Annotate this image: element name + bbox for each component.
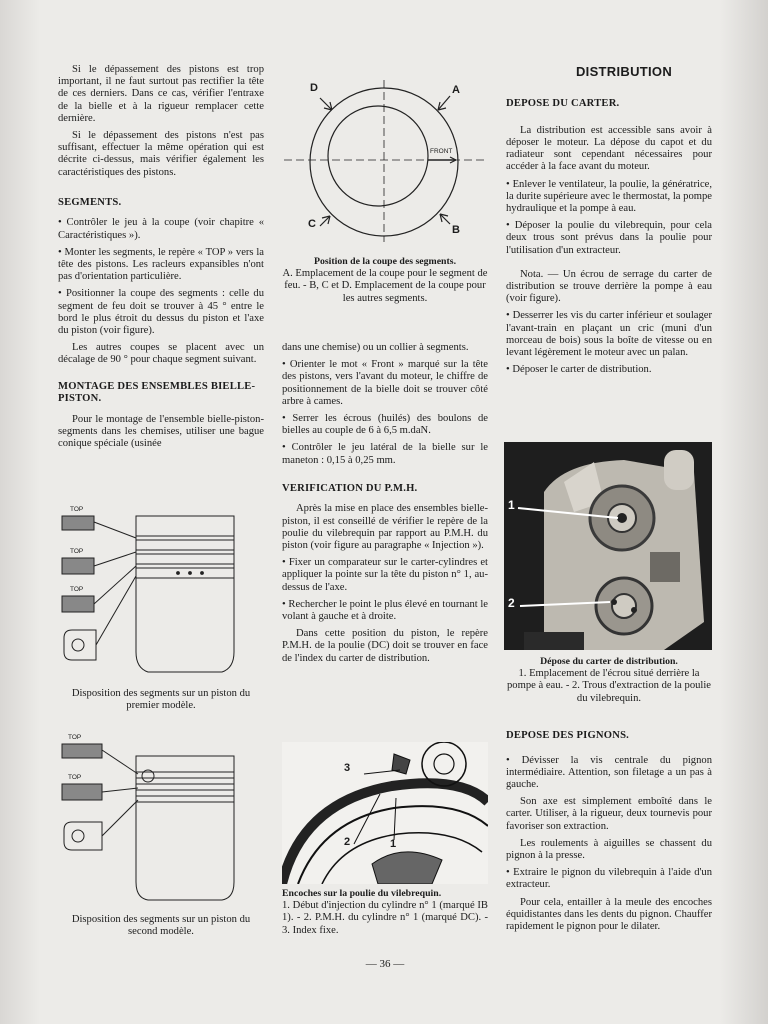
bullet-item: • Positionner la coupe des segments : celle du segment de feu doit se trouver à 45 ° entre le bord le plus étroit du dessus du piston et l'axe du piston (voir figure).	[58, 288, 264, 336]
bullet-item: • Serrer les écrous (huilés) des boulons de bielles au couple de 6 à 6,5 m.daN.	[282, 413, 488, 437]
paragraph: Pour cela, entailler à la meule des encoches équidistantes dans les dents du pignon. Chauffer rapidement le pignon pour le dilater.	[506, 896, 712, 932]
figure-pulley-notches	[282, 742, 488, 884]
chapter-title: DISTRIBUTION	[575, 64, 673, 79]
bullet-item: • Enlever le ventilateur, la poulie, la génératrice, la durite supérieure avec le thermostat, la pompe hydraulique et la pompe à eau.	[506, 178, 712, 214]
photo-timing-case	[504, 442, 712, 650]
number-1: 1	[390, 838, 397, 850]
paragraph: Si le dépassement des pistons n'est pas suffisant, effectuer la même opération qui est décrite ci-dessus, mais vérifier également les caractéristiques des pistons.	[58, 130, 264, 178]
caption-text: A. Emplacement de la coupe pour le segment de feu. - B, C et D. Emplacement de la coupe pour les autres segments.	[282, 268, 488, 304]
figure-piston-first-model	[56, 500, 268, 686]
page-number: — 36 —	[365, 958, 405, 970]
photo-number-2: 2	[508, 596, 515, 610]
section-heading-segments: SEGMENTS.	[58, 196, 122, 208]
section-heading-montage: MONTAGE DES ENSEMBLES BIELLE-PISTON.	[58, 380, 256, 405]
caption-text: 1. Début d'injection du cylindre n° 1 (marqué IB 1). - 2. P.M.H. du cylindre n° 1 (marqué DC). - 3. Index fixe.	[282, 900, 488, 936]
bullet-item: • Déposer la poulie du vilebrequin, pour cela deux trous sont prévus dans la poulie pour l'utilisation d'un extracteur.	[506, 220, 712, 256]
paragraph: dans une chemise) ou un collier à segments.	[282, 342, 469, 353]
paragraph: Pour le montage de l'ensemble bielle-piston-segments dans les chemises, utiliser une bague conique spéciale (usinée	[58, 413, 264, 449]
section-heading-depose-carter: DEPOSE DU CARTER.	[506, 98, 620, 110]
caption-title: Encoches sur la poulie du vilebrequin.	[282, 888, 442, 899]
photo-number-1: 1	[508, 498, 515, 512]
bullet-item: • Desserrer les vis du carter inférieur et soulager l'avant-train en plaçant un cric (muni d'un morceau de bois) sous la boîte de vitesse ou en levant légèrement le moteur avec un palan.	[506, 310, 712, 358]
caption-text: 1. Emplacement de l'écrou situé derrière la pompe à eau. - 2. Trous d'extraction de la poulie du vilebrequin.	[506, 668, 712, 704]
bullet-item: • Monter les segments, le repère « TOP » vers la tête des pistons. Les racleurs expansibles n'ont pas d'orientation particulière.	[58, 246, 264, 283]
caption-title: Position de la coupe des segments.	[313, 256, 457, 267]
paragraph: Son axe est simplement emboîté dans le carter. Utiliser, à la rigueur, deux tournevis pour favoriser son extraction.	[506, 796, 712, 832]
letter-c: C	[308, 218, 316, 230]
bullet-item: • Dévisser la vis centrale du pignon intermédiaire. Attention, son filetage a un pas à gauche.	[506, 754, 712, 790]
front-label: FRONT	[430, 148, 453, 155]
figure-caption-ring-gap	[282, 256, 488, 305]
number-3: 3	[344, 762, 351, 774]
bullet-item: • Contrôler le jeu à la coupe (voir chapitre « Caractéristiques »).	[58, 217, 264, 241]
bullet-item: • Contrôler le jeu latéral de la bielle sur le maneton : 0,15 à 0,25 mm.	[282, 442, 488, 466]
nota-paragraph: Nota. — Un écrou de serrage du carter de distribution se trouve derrière la pompe à eau (voir figure).	[506, 268, 712, 305]
photo-caption	[506, 656, 712, 705]
section-heading-depose-pignons: DEPOSE DES PIGNONS.	[506, 730, 630, 741]
pulley-diagram	[282, 742, 488, 884]
bullet-item: • Fixer un comparateur sur le carter-cylindres et appliquer la pointe sur la tête du piston n° 1, au-dessus de l'axe.	[282, 557, 488, 593]
letter-d: D	[310, 82, 318, 94]
figure-caption-second-model: Disposition des segments sur un piston du second modèle.	[71, 914, 251, 938]
letter-a: A	[452, 84, 460, 96]
paragraph: Les autres coupes se placent avec un décalage de 90 ° pour chaque segment suivant.	[58, 342, 264, 366]
top-label: TOP	[70, 506, 84, 513]
caption-title: Dépose du carter de distribution.	[540, 656, 678, 667]
engine-photo-illustration	[504, 442, 712, 650]
bullet-item: • Orienter le mot « Front » marqué sur la tête des pistons, vers l'avant du moteur, le chiffre de positionnement de la bielle doit se trouver côté arbre à cames.	[282, 359, 488, 407]
piston-diagram-2	[56, 732, 268, 910]
column-right	[506, 66, 712, 381]
figure-caption-pulley	[282, 888, 488, 937]
piston-diagram-1	[56, 500, 268, 686]
paragraph: Si le dépassement des pistons est trop important, il ne faut surtout pas rectifier la tête de ces derniers. Dans ce cas, vérifier l'entraxe de la bielle et à la rigueur remplacer cette dernière.	[58, 64, 264, 124]
paragraph: Les roulements à aiguilles se chassent du pignon à la presse.	[506, 837, 712, 861]
top-label: TOP	[70, 548, 84, 555]
paragraph: La distribution est accessible sans avoir à déposer le moteur. La dépose du capot et du radiateur sont cependant nécessaires pour accéder à la face avant du moteur.	[506, 124, 712, 173]
number-2: 2	[344, 836, 351, 848]
column-middle	[282, 342, 488, 670]
bullet-item: • Rechercher le point le plus élevé en tournant le volant à gauche et à droite.	[282, 598, 488, 622]
top-label: TOP	[70, 586, 84, 593]
section-heading-verification: VERIFICATION DU P.M.H.	[282, 482, 418, 494]
top-label: TOP	[68, 774, 82, 781]
bullet-item: • Extraire le pignon du vilebrequin à l'aide d'un extracteur.	[506, 867, 712, 891]
bullet-item: • Déposer le carter de distribution.	[506, 364, 652, 376]
column-left	[58, 64, 264, 455]
paragraph: Dans cette position du piston, le repère P.M.H. de la poulie (DC) doit se trouver en face de l'index du carter de distribution.	[282, 628, 488, 664]
top-label: TOP	[68, 734, 82, 741]
figure-caption-first-model: Disposition des segments sur un piston du premier modèle.	[71, 688, 251, 712]
figure-piston-second-model	[56, 732, 268, 910]
paragraph: Après la mise en place des ensembles bielle-piston, il est conseillé de vérifier le repère de la poulie du vilebrequin par rapport au P.M.H. du piston (voir figure au paragraphe « Injection »).	[282, 503, 488, 551]
column-right-lower	[506, 730, 712, 938]
figure-ring-gap-position	[280, 76, 490, 246]
letter-b: B	[452, 224, 460, 236]
